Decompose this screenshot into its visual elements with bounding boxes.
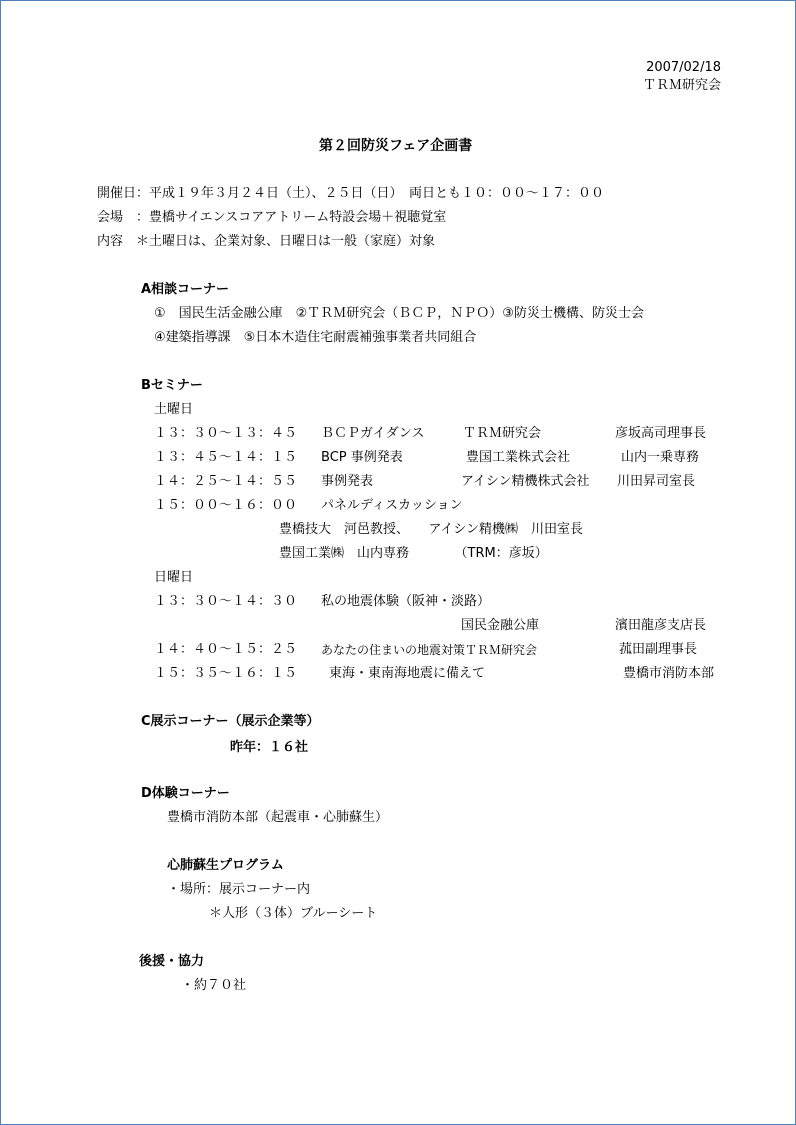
section-d-line1: 豊橋市消防本部（起震車・心肺蘇生） [167,810,389,825]
info-content-label: 内容 [97,234,137,249]
seminar-person: 山内一乗専務 [621,450,700,465]
seminar-title: 事例発表 [321,474,374,489]
document-org: ＴＲＭ研究会 [642,78,721,93]
seminar-person: 彦坂高司理事長 [615,426,707,441]
section-a-heading: A相談コーナー [141,282,230,297]
seminar-time: １３：４５～１４：１５ [154,450,298,465]
section-d-heading: D体験コーナー [141,786,230,801]
seminar-time: １５：００～１６：００ [154,498,298,513]
seminar-time: １３：３０～１３：４５ [154,426,298,441]
info-venue-row [97,209,446,227]
seminar-title: 東海・東南海地震に備えて [329,666,486,681]
seminar-title: BCP 事例発表 [321,450,403,465]
seminar-title: パネルディスカッション [321,498,463,513]
section-d-subheading: 心肺蘇生プログラム [167,858,284,873]
seminar-person: 濱田龍彦支店長 [615,618,707,633]
seminar-title: ＢＣＰガイダンス [321,426,425,441]
seminar-time: １４：２５～１４：５５ [154,474,298,489]
sunday-label: 日曜日 [154,570,194,585]
info-content-value: ＊土曜日は、企業対象、日曜日は一般（家庭）対象 [136,234,436,249]
info-content-row [97,233,435,251]
seminar-org: 豊国工業株式会社 [466,450,571,465]
seminar-title: あなたの住まいの地震対策ＴＲＭ研究会 [321,643,538,657]
seminar-time: １４：４０～１５：２５ [154,642,298,657]
section-a-line2: ④建築指導課 ⑤日本木造住宅耐震補強事業者共同組合 [154,330,477,345]
section-a-line1: ① 国民生活金融公庫 ②ＴＲＭ研究会（ＢＣＰ，ＮＰＯ）③防災士機構、防災士会 [154,306,644,321]
section-b-heading: Bセミナー [141,378,203,393]
section-c-note: 昨年：１６社 [230,740,309,755]
seminar-title: 私の地震体験（阪神・淡路） [321,594,491,609]
info-date-row [97,185,604,203]
info-date-label: 開催日： [97,186,150,201]
panel-members-line2: 豊国工業㈱ 山内専務 （TRM：彦坂） [279,546,548,561]
document-title: 第２回防災フェア企画書 [319,138,473,154]
info-venue-value: 豊橋サイエンスコアアトリーム特設会場＋視聴覚室 [149,210,447,225]
seminar-org: ＴＲＭ研究会 [463,426,542,441]
section-d-place: ・場所：展示コーナー内 [167,882,311,897]
seminar-person: 菰田副理事長 [619,642,698,657]
seminar-org: アイシン精機株式会社 [461,474,590,489]
seminar-person: 豊橋市消防本部 [623,666,715,681]
section-c-heading: C展示コーナー（展示企業等） [141,714,320,729]
seminar-person: 川田昇司室長 [617,474,696,489]
info-venue-label: 会場 ： [97,210,150,225]
document-date: 2007/02/18 [646,60,721,75]
panel-members-line1: 豊橋技大 河邑教授、 アイシン精機㈱ 川田室長 [279,522,584,537]
support-heading: 後援・協力 [139,954,205,969]
info-date-value: 平成１９年３月２４日（土）、２５日（日） 両日とも１０：００～１７：００ [149,186,605,201]
seminar-time: １３：３０～１４：３０ [154,594,298,609]
section-d-items: ＊人形（３体）ブルーシート [209,906,378,921]
seminar-time: １５：３５～１６：１５ [154,666,298,681]
saturday-label: 土曜日 [154,402,194,417]
support-line: ・約７０社 [181,978,247,993]
seminar-org: 国民金融公庫 [461,618,540,633]
